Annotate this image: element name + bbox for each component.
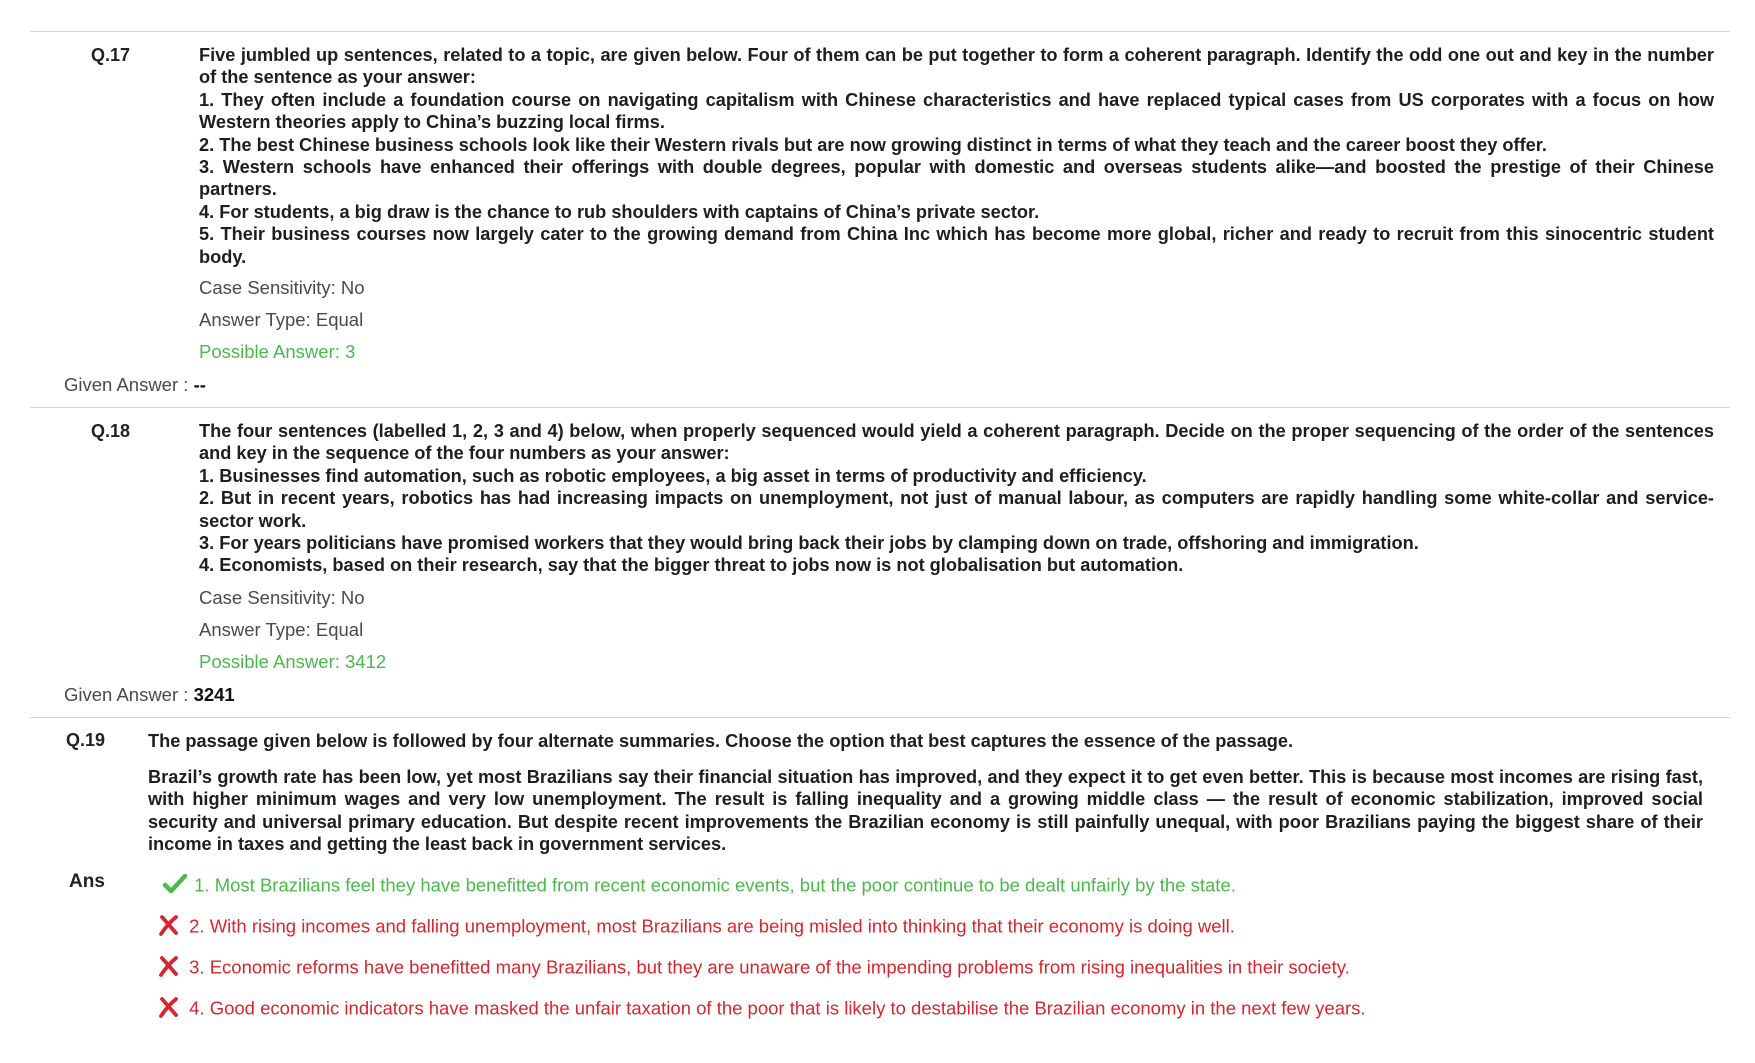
question-number: Q.17 — [91, 45, 131, 65]
given-answer — [64, 374, 206, 396]
possible-answer: Possible Answer: 3 — [199, 341, 356, 362]
possible-answer: Possible Answer: 3412 — [199, 651, 387, 672]
option-text: 3. Economic reforms have benefitted many Brazilians, but they are unaware of the impending problems from rising inequalities in their society. — [189, 956, 1350, 978]
given-answer-value: -- — [193, 374, 206, 395]
sentence-3: 3. For years politicians have promised workers that they would bring back their jobs by clamping down on trade, offshoring and immigration. — [199, 533, 1419, 554]
sentence-1: 1. They often include a foundation course on navigating capitalism with Chinese characteristics and have replaced typical cases from US corporates with a focus on how Western theories apply to China’s buzzing local firms. — [199, 89, 1714, 133]
sentence-5: 5. Their business courses now largely cater to the growing demand from China Inc which has become more global, richer and ready to recruit from this sinocentric student body. — [199, 224, 1714, 267]
divider — [30, 31, 1730, 32]
divider — [30, 407, 1730, 408]
sentence-1: 1. Businesses find automation, such as robotic employees, a big asset in terms of productivity and efficiency. — [199, 465, 1147, 486]
passage: Brazil’s growth rate has been low, yet most Brazilians say their financial situation has improved, and they expect it to get even better. This is because most incomes are rising fast, with higher minimum wages and very low unemployment. The result is falling inequality and a growing middle class — the result of economic stabilization, improved social security and universal primary education. But despite recent improvements the Brazilian economy is still painfully unequal, with poor Brazilians paying the biggest share of their income in taxes and getting the least back in government services. — [148, 767, 1703, 855]
cross-icon — [158, 955, 184, 982]
cross-icon — [158, 914, 184, 941]
case-sensitivity: Case Sensitivity: No — [199, 277, 365, 298]
answer-label: Ans — [69, 871, 105, 892]
question-prompt: The passage given below is followed by four alternate summaries. Choose the option that best captures the essence of the passage. — [148, 731, 1294, 751]
given-answer — [64, 684, 235, 706]
sentence-2: 2. But in recent years, robotics has had increasing impacts on unemployment, not just of manual labour, as computers are rapidly handling some white-collar and service-sector work. — [199, 488, 1714, 531]
answer-type: Answer Type: Equal — [199, 619, 364, 640]
sentence-3: 3. Western schools have enhanced their offerings with double degrees, popular with domestic and overseas students alike—and boosted the prestige of their Chinese partners. — [199, 157, 1714, 200]
option-1 — [163, 874, 1236, 899]
check-icon — [163, 874, 189, 899]
question-prompt: The four sentences (labelled 1, 2, 3 and 4) below, when properly sequenced would yield a coherent paragraph. Decide on the proper sequencing of the order of the sentences and key in the sequence of the four numbers as your answer: — [199, 421, 1714, 464]
question-prompt: Five jumbled up sentences, related to a topic, are given below. Four of them can be put together to form a coherent paragraph. Identify the odd one out and key in the number of the sentence as your answer: — [199, 45, 1714, 88]
sentence-2: 2. The best Chinese business schools look like their Western rivals but are now growing distinct in terms of what they teach and the career boost they offer. — [199, 134, 1547, 155]
option-2 — [158, 914, 1235, 941]
question-number: Q.19 — [66, 730, 106, 750]
given-answer-label: Given Answer : — [64, 374, 189, 395]
given-answer-label: Given Answer : — [64, 684, 189, 705]
option-text: 2. With rising incomes and falling unemployment, most Brazilians are being misled into thinking that their economy is doing well. — [189, 915, 1235, 937]
given-answer-value: 3241 — [193, 684, 235, 705]
option-4 — [158, 996, 1366, 1023]
case-sensitivity: Case Sensitivity: No — [199, 587, 365, 608]
sentence-4: 4. Economists, based on their research, say that the bigger threat to jobs now is not globalisation but automation. — [199, 555, 1184, 576]
option-text: 1. Most Brazilians feel they have benefitted from recent economic events, but the poor continue to be dealt unfairly by the state. — [194, 874, 1236, 896]
sentence-4: 4. For students, a big draw is the chance to rub shoulders with captains of China’s private sector. — [199, 201, 1040, 222]
answer-type: Answer Type: Equal — [199, 309, 364, 330]
option-text: 4. Good economic indicators have masked the unfair taxation of the poor that is likely to destabilise the Brazilian economy in the next few years. — [189, 997, 1366, 1019]
divider — [30, 717, 1730, 718]
question-number: Q.18 — [91, 421, 131, 441]
question-text — [199, 44, 1714, 268]
cross-icon — [158, 996, 184, 1023]
option-3 — [158, 955, 1350, 982]
question-text — [199, 420, 1714, 577]
